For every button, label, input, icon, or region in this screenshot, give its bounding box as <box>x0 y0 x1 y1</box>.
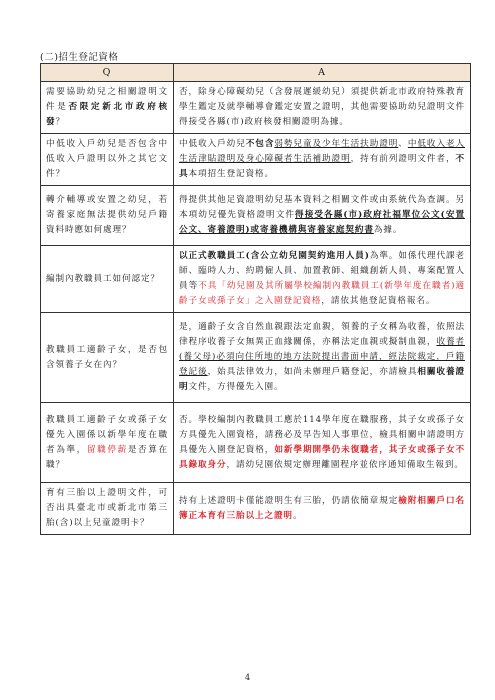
text-segment: ？ <box>55 117 65 127</box>
emphasis-segment: 不包含 <box>245 139 275 149</box>
text-segment: 教職員工適齡子女或孫子女優先入園係以新學年度在職者為準， <box>46 414 168 455</box>
table-row <box>41 82 471 134</box>
text-segment: ，持有前列證明文件者， <box>350 154 456 164</box>
header-a: A <box>174 64 471 82</box>
text-segment: 是否算在職？ <box>46 444 168 470</box>
answer-cell <box>174 186 471 246</box>
emphasis-segment: 得接受各縣(市)政府社福單位公文(安置公文、寄養證明)或寄養機構與寄養家庭契約書 <box>179 210 465 235</box>
text-segment: 中低收入戶幼兒是否包含中低收入戶證明以外之其它文件？ <box>46 139 168 179</box>
question-cell <box>41 483 174 535</box>
table-row <box>41 186 471 246</box>
emphasis-segment: 檢附相關戶口名簿正本育有三胎以上之證明 <box>179 495 465 521</box>
answer-cell <box>174 134 471 186</box>
text-segment: 為準。如係代理代課老師、臨時人力、約聘僱人員、加置教師、組織創新人員、專案配置人員等 <box>179 251 465 291</box>
question-cell <box>41 246 174 313</box>
text-segment: 、 <box>398 139 408 149</box>
emphasis-segment: 不具「幼兒園及其所屬學校編制內教職員工(新學年度在職者)適齡子女或孫子女」之入園登記資格 <box>179 281 465 306</box>
emphasis-segment: 如新學期開學仍未復職者，其子女或孫子女不具錄取身分 <box>179 444 465 470</box>
text-segment: 轉介輔導或安置之幼兒，若寄養家庭無法提供幼兒戶籍資料時應如何處理？ <box>46 195 168 235</box>
text-segment: ，請依其他登記資格報名。 <box>321 296 436 306</box>
emphasis-segment: 弱勢兒童及少年生活扶助證明 <box>274 139 399 149</box>
text-segment: ，請幼兒園依規定辦理離園程序並依序通知備取生報到。 <box>226 459 464 470</box>
text-segment: 。 <box>292 510 303 521</box>
text-segment: 是，適齡子女含自然血親跟法定血親，領養的子女稱為收養，依照法律程序收養子女無異正血緣關係，亦稱法定血親或擬制血親， <box>179 322 465 347</box>
emphasis-segment: 不具 <box>179 154 466 179</box>
text-segment: 否。學校編制內教職員工應於114學年度在職服務，其子女或孫子女方具優先入園資格，請務必及早告知人事單位，檢具相關申請證明方具優先入園登記資格， <box>179 414 465 455</box>
table-row <box>41 246 471 313</box>
table-row <box>41 403 471 483</box>
answer-cell <box>174 82 471 134</box>
text-segment: 文件，方得優先入園。 <box>188 382 284 392</box>
emphasis-segment: 相關收養證明 <box>179 367 465 392</box>
table-row <box>41 313 471 403</box>
answer-cell <box>174 483 471 535</box>
table-header-row <box>41 64 471 82</box>
question-cell <box>41 313 174 403</box>
text-segment: 編制內教職員工如何認定？ <box>46 273 160 284</box>
qa-table <box>40 63 471 535</box>
emphasis-segment: 收養者(養父母)必須向住所地的地方法院提出書面申請，經法院裁定，戶籍登記後 <box>179 337 465 377</box>
text-segment: 得提供其他足資證明幼兒基本資料之相關文件或由系統代為查調。另本項幼兒優先資格證明文件 <box>179 195 465 220</box>
answer-cell <box>174 403 471 483</box>
text-segment: 本項招生登記資格。 <box>188 169 274 179</box>
table-row <box>41 483 471 535</box>
text-segment: 需要協助幼兒之相關證明文件是 <box>46 87 168 112</box>
section-title: (二)招生登記資格 <box>40 52 119 63</box>
emphasis-segment: 否限定新北市政府核發 <box>46 102 168 127</box>
answer-cell <box>174 246 471 313</box>
text-segment: ，始具法律效力，如尚未辦理戶籍登記，亦請檢具 <box>207 367 418 377</box>
text-segment: 為據。 <box>373 225 403 235</box>
text-segment: 中低收入戶幼兒 <box>179 139 246 149</box>
emphasis-segment: 以正式教職員工(含公立幼兒園契約進用人員) <box>179 251 370 261</box>
question-cell <box>41 82 174 134</box>
text-segment: 教職員工適齡子女，是否包含領養子女在內？ <box>46 344 168 370</box>
emphasis-segment: 中低收入老人生活津貼證明及身心障礙者生活補助證明 <box>179 139 466 164</box>
page-number: 4 <box>244 673 251 682</box>
question-cell <box>41 403 174 483</box>
qa-body <box>41 82 471 535</box>
table-row <box>41 134 471 186</box>
emphasis-segment: 留職停薪 <box>86 444 128 455</box>
text-segment: 育有三胎以上證明文件，可否出具臺北市或新北市第三胎(含)以上兒童證明卡？ <box>46 488 168 528</box>
text-segment: 否，除身心障礙幼兒（含發展遲緩幼兒）須提供新北市政府特殊教育學生鑑定及就學輔導會鑑定安置之證明，其他需要協助幼兒證明文件得接受各縣(市)政府核發相關證明為據。 <box>179 87 465 127</box>
answer-cell <box>174 313 471 403</box>
question-cell <box>41 186 174 246</box>
header-q: Q <box>41 64 174 82</box>
text-segment: 持有上述證明卡僅能證明生有三胎，仍請依簡章規定 <box>179 495 399 506</box>
question-cell <box>41 134 174 186</box>
